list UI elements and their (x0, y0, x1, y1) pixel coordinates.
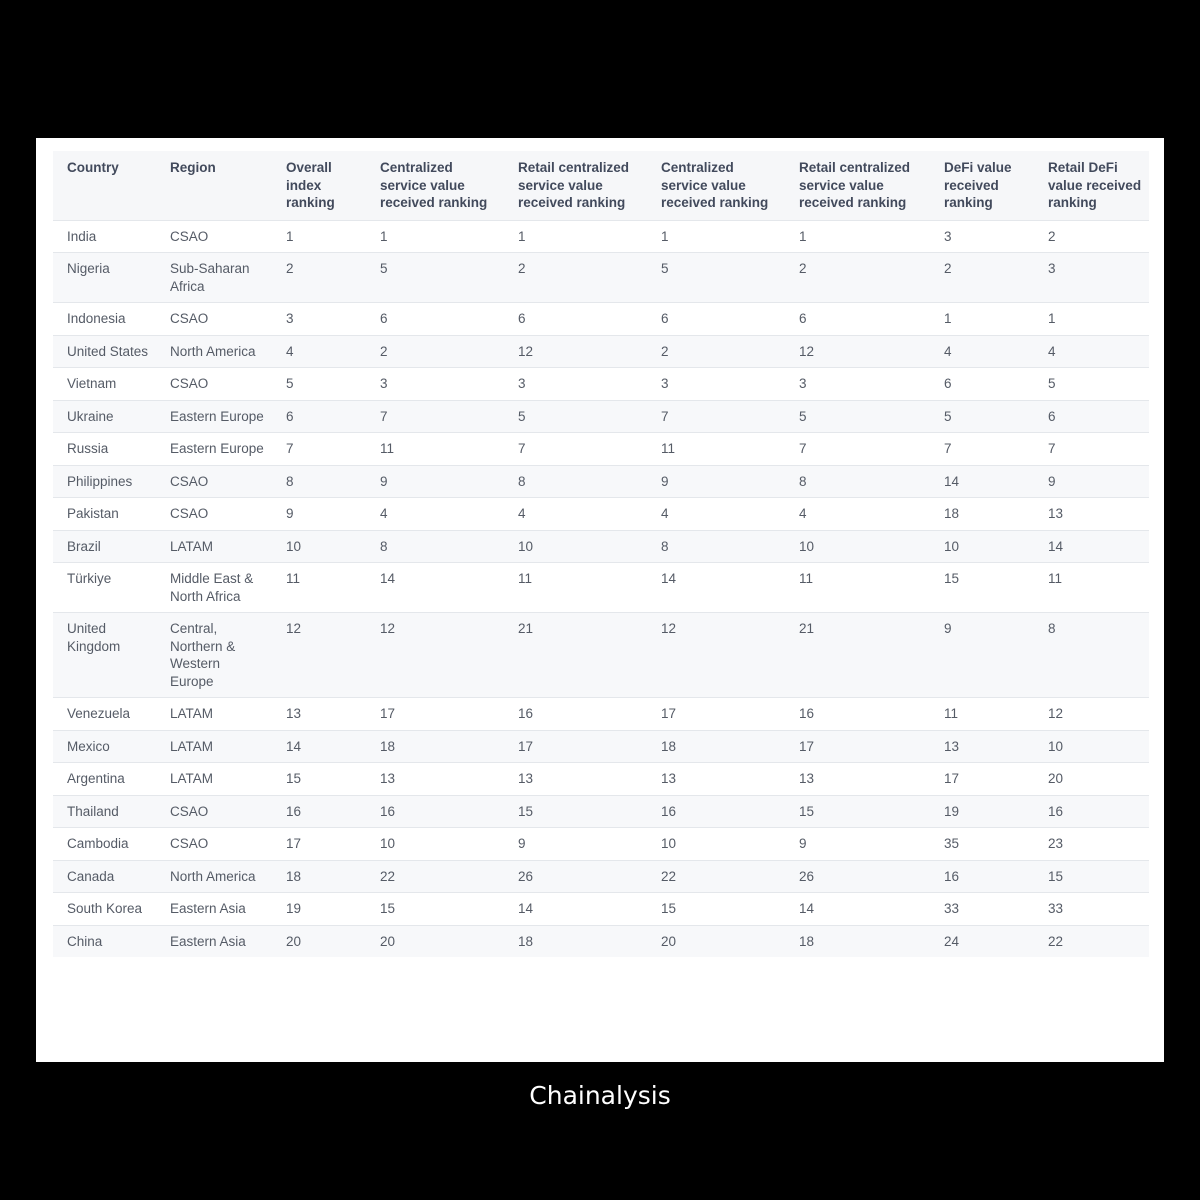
ranking-cell: 10 (785, 530, 930, 563)
table-row (53, 613, 1149, 698)
ranking-cell: 1 (647, 220, 785, 253)
country-cell: Nigeria (53, 253, 156, 303)
ranking-cell: 2 (366, 335, 504, 368)
ranking-cell: 13 (504, 763, 647, 796)
ranking-cell: 14 (930, 465, 1034, 498)
ranking-cell: 9 (272, 498, 366, 531)
table-row (53, 795, 1149, 828)
ranking-cell: 3 (1034, 253, 1149, 303)
region-cell: CSAO (156, 303, 272, 336)
ranking-cell: 10 (647, 828, 785, 861)
ranking-cell: 14 (785, 893, 930, 926)
column-header: Overall index ranking (272, 151, 366, 220)
ranking-cell: 17 (785, 730, 930, 763)
region-cell: LATAM (156, 698, 272, 731)
ranking-cell: 10 (504, 530, 647, 563)
ranking-cell: 9 (1034, 465, 1149, 498)
ranking-cell: 18 (785, 925, 930, 957)
table-row (53, 860, 1149, 893)
region-cell: LATAM (156, 763, 272, 796)
ranking-cell: 18 (504, 925, 647, 957)
ranking-cell: 6 (1034, 400, 1149, 433)
ranking-cell: 15 (785, 795, 930, 828)
ranking-cell: 8 (366, 530, 504, 563)
ranking-cell: 3 (930, 220, 1034, 253)
ranking-cell: 10 (1034, 730, 1149, 763)
ranking-cell: 11 (647, 433, 785, 466)
ranking-cell: 26 (504, 860, 647, 893)
ranking-cell: 12 (785, 335, 930, 368)
country-cell: Canada (53, 860, 156, 893)
region-cell: CSAO (156, 368, 272, 401)
table-row (53, 828, 1149, 861)
ranking-cell: 14 (647, 563, 785, 613)
ranking-cell: 5 (930, 400, 1034, 433)
region-cell: CSAO (156, 220, 272, 253)
ranking-cell: 5 (366, 253, 504, 303)
ranking-cell: 15 (930, 563, 1034, 613)
rankings-table (53, 151, 1149, 957)
ranking-cell: 10 (272, 530, 366, 563)
table-row (53, 498, 1149, 531)
table-row (53, 730, 1149, 763)
ranking-cell: 16 (366, 795, 504, 828)
country-cell: Thailand (53, 795, 156, 828)
ranking-cell: 21 (504, 613, 647, 698)
column-header: Retail centralized service value received ranking (504, 151, 647, 220)
ranking-cell: 20 (647, 925, 785, 957)
country-cell: Russia (53, 433, 156, 466)
country-cell: China (53, 925, 156, 957)
ranking-cell: 18 (647, 730, 785, 763)
source-caption: Chainalysis (529, 1081, 671, 1110)
country-cell: Brazil (53, 530, 156, 563)
ranking-cell: 11 (366, 433, 504, 466)
region-cell: CSAO (156, 498, 272, 531)
table-row (53, 698, 1149, 731)
ranking-cell: 11 (785, 563, 930, 613)
ranking-cell: 1 (504, 220, 647, 253)
region-cell: North America (156, 860, 272, 893)
country-cell: Türkiye (53, 563, 156, 613)
ranking-cell: 8 (647, 530, 785, 563)
ranking-cell: 18 (272, 860, 366, 893)
region-cell: LATAM (156, 730, 272, 763)
ranking-cell: 12 (504, 335, 647, 368)
ranking-cell: 14 (504, 893, 647, 926)
ranking-cell: 11 (1034, 563, 1149, 613)
ranking-cell: 6 (785, 303, 930, 336)
ranking-cell: 8 (785, 465, 930, 498)
ranking-cell: 4 (504, 498, 647, 531)
header-row (53, 151, 1149, 220)
ranking-cell: 15 (504, 795, 647, 828)
ranking-cell: 7 (785, 433, 930, 466)
table-row (53, 563, 1149, 613)
ranking-cell: 4 (647, 498, 785, 531)
column-header: DeFi value received ranking (930, 151, 1034, 220)
ranking-cell: 17 (366, 698, 504, 731)
ranking-cell: 17 (272, 828, 366, 861)
ranking-cell: 9 (504, 828, 647, 861)
ranking-cell: 2 (930, 253, 1034, 303)
ranking-cell: 6 (366, 303, 504, 336)
ranking-cell: 11 (504, 563, 647, 613)
ranking-cell: 2 (1034, 220, 1149, 253)
region-cell: Eastern Asia (156, 925, 272, 957)
ranking-cell: 12 (647, 613, 785, 698)
ranking-cell: 24 (930, 925, 1034, 957)
ranking-cell: 16 (504, 698, 647, 731)
ranking-cell: 5 (504, 400, 647, 433)
ranking-cell: 6 (930, 368, 1034, 401)
ranking-cell: 16 (930, 860, 1034, 893)
ranking-cell: 33 (930, 893, 1034, 926)
country-cell: Ukraine (53, 400, 156, 433)
ranking-cell: 11 (930, 698, 1034, 731)
ranking-cell: 22 (366, 860, 504, 893)
ranking-cell: 7 (504, 433, 647, 466)
ranking-cell: 7 (1034, 433, 1149, 466)
table-row (53, 253, 1149, 303)
ranking-cell: 18 (930, 498, 1034, 531)
ranking-cell: 22 (647, 860, 785, 893)
ranking-cell: 3 (366, 368, 504, 401)
table-header (53, 151, 1149, 220)
ranking-cell: 15 (366, 893, 504, 926)
ranking-cell: 7 (366, 400, 504, 433)
country-cell: Venezuela (53, 698, 156, 731)
column-header: Country (53, 151, 156, 220)
ranking-cell: 15 (1034, 860, 1149, 893)
ranking-cell: 7 (272, 433, 366, 466)
ranking-cell: 3 (504, 368, 647, 401)
ranking-cell: 20 (272, 925, 366, 957)
table-card (36, 138, 1164, 1062)
ranking-cell: 19 (272, 893, 366, 926)
country-cell: Cambodia (53, 828, 156, 861)
ranking-cell: 4 (272, 335, 366, 368)
country-cell: Argentina (53, 763, 156, 796)
country-cell: United Kingdom (53, 613, 156, 698)
column-header: Region (156, 151, 272, 220)
region-cell: Eastern Europe (156, 400, 272, 433)
ranking-cell: 1 (366, 220, 504, 253)
table-row (53, 925, 1149, 957)
table-row (53, 893, 1149, 926)
region-cell: CSAO (156, 795, 272, 828)
region-cell: CSAO (156, 828, 272, 861)
ranking-cell: 26 (785, 860, 930, 893)
ranking-cell: 6 (647, 303, 785, 336)
ranking-cell: 8 (1034, 613, 1149, 698)
region-cell: CSAO (156, 465, 272, 498)
ranking-cell: 16 (785, 698, 930, 731)
country-cell: United States (53, 335, 156, 368)
ranking-cell: 22 (1034, 925, 1149, 957)
ranking-cell: 1 (785, 220, 930, 253)
ranking-cell: 33 (1034, 893, 1149, 926)
ranking-cell: 2 (272, 253, 366, 303)
ranking-cell: 12 (1034, 698, 1149, 731)
country-cell: India (53, 220, 156, 253)
region-cell: Sub-Saharan Africa (156, 253, 272, 303)
table-row (53, 400, 1149, 433)
ranking-cell: 20 (366, 925, 504, 957)
ranking-cell: 13 (1034, 498, 1149, 531)
ranking-cell: 17 (504, 730, 647, 763)
ranking-cell: 20 (1034, 763, 1149, 796)
region-cell: Eastern Asia (156, 893, 272, 926)
ranking-cell: 10 (930, 530, 1034, 563)
table-row (53, 763, 1149, 796)
ranking-cell: 13 (785, 763, 930, 796)
table-body (53, 220, 1149, 957)
ranking-cell: 14 (1034, 530, 1149, 563)
column-header: Centralized service value received ranking (647, 151, 785, 220)
ranking-cell: 3 (272, 303, 366, 336)
table-row (53, 368, 1149, 401)
region-cell: North America (156, 335, 272, 368)
ranking-cell: 15 (272, 763, 366, 796)
table-row (53, 220, 1149, 253)
ranking-cell: 2 (647, 335, 785, 368)
ranking-cell: 1 (272, 220, 366, 253)
ranking-cell: 1 (930, 303, 1034, 336)
ranking-cell: 15 (647, 893, 785, 926)
ranking-cell: 5 (1034, 368, 1149, 401)
table-row (53, 465, 1149, 498)
country-cell: Philippines (53, 465, 156, 498)
region-cell: Eastern Europe (156, 433, 272, 466)
ranking-cell: 5 (647, 253, 785, 303)
ranking-cell: 6 (504, 303, 647, 336)
ranking-cell: 11 (272, 563, 366, 613)
ranking-cell: 35 (930, 828, 1034, 861)
ranking-cell: 13 (272, 698, 366, 731)
ranking-cell: 16 (1034, 795, 1149, 828)
ranking-cell: 3 (785, 368, 930, 401)
column-header: Retail DeFi value received ranking (1034, 151, 1149, 220)
ranking-cell: 14 (366, 563, 504, 613)
ranking-cell: 6 (272, 400, 366, 433)
ranking-cell: 2 (785, 253, 930, 303)
ranking-cell: 4 (930, 335, 1034, 368)
ranking-cell: 8 (504, 465, 647, 498)
ranking-cell: 13 (930, 730, 1034, 763)
ranking-cell: 18 (366, 730, 504, 763)
ranking-cell: 12 (366, 613, 504, 698)
ranking-cell: 2 (504, 253, 647, 303)
ranking-cell: 7 (647, 400, 785, 433)
ranking-cell: 4 (785, 498, 930, 531)
table-row (53, 433, 1149, 466)
ranking-cell: 9 (930, 613, 1034, 698)
column-header: Retail centralized service value received ranking (785, 151, 930, 220)
ranking-cell: 4 (1034, 335, 1149, 368)
region-cell: Middle East & North Africa (156, 563, 272, 613)
country-cell: South Korea (53, 893, 156, 926)
region-cell: Central, Northern & Western Europe (156, 613, 272, 698)
ranking-cell: 10 (366, 828, 504, 861)
ranking-cell: 5 (272, 368, 366, 401)
ranking-cell: 13 (366, 763, 504, 796)
ranking-cell: 21 (785, 613, 930, 698)
ranking-cell: 3 (647, 368, 785, 401)
ranking-cell: 7 (930, 433, 1034, 466)
column-header: Centralized service value received ranking (366, 151, 504, 220)
ranking-cell: 9 (785, 828, 930, 861)
ranking-cell: 16 (272, 795, 366, 828)
region-cell: LATAM (156, 530, 272, 563)
ranking-cell: 16 (647, 795, 785, 828)
country-cell: Indonesia (53, 303, 156, 336)
ranking-cell: 1 (1034, 303, 1149, 336)
country-cell: Pakistan (53, 498, 156, 531)
ranking-cell: 13 (647, 763, 785, 796)
ranking-cell: 5 (785, 400, 930, 433)
ranking-cell: 4 (366, 498, 504, 531)
ranking-cell: 23 (1034, 828, 1149, 861)
country-cell: Vietnam (53, 368, 156, 401)
table-row (53, 335, 1149, 368)
ranking-cell: 19 (930, 795, 1034, 828)
ranking-cell: 9 (366, 465, 504, 498)
ranking-cell: 17 (647, 698, 785, 731)
table-row (53, 303, 1149, 336)
ranking-cell: 17 (930, 763, 1034, 796)
ranking-cell: 8 (272, 465, 366, 498)
ranking-cell: 12 (272, 613, 366, 698)
ranking-cell: 9 (647, 465, 785, 498)
ranking-cell: 14 (272, 730, 366, 763)
table-row (53, 530, 1149, 563)
country-cell: Mexico (53, 730, 156, 763)
